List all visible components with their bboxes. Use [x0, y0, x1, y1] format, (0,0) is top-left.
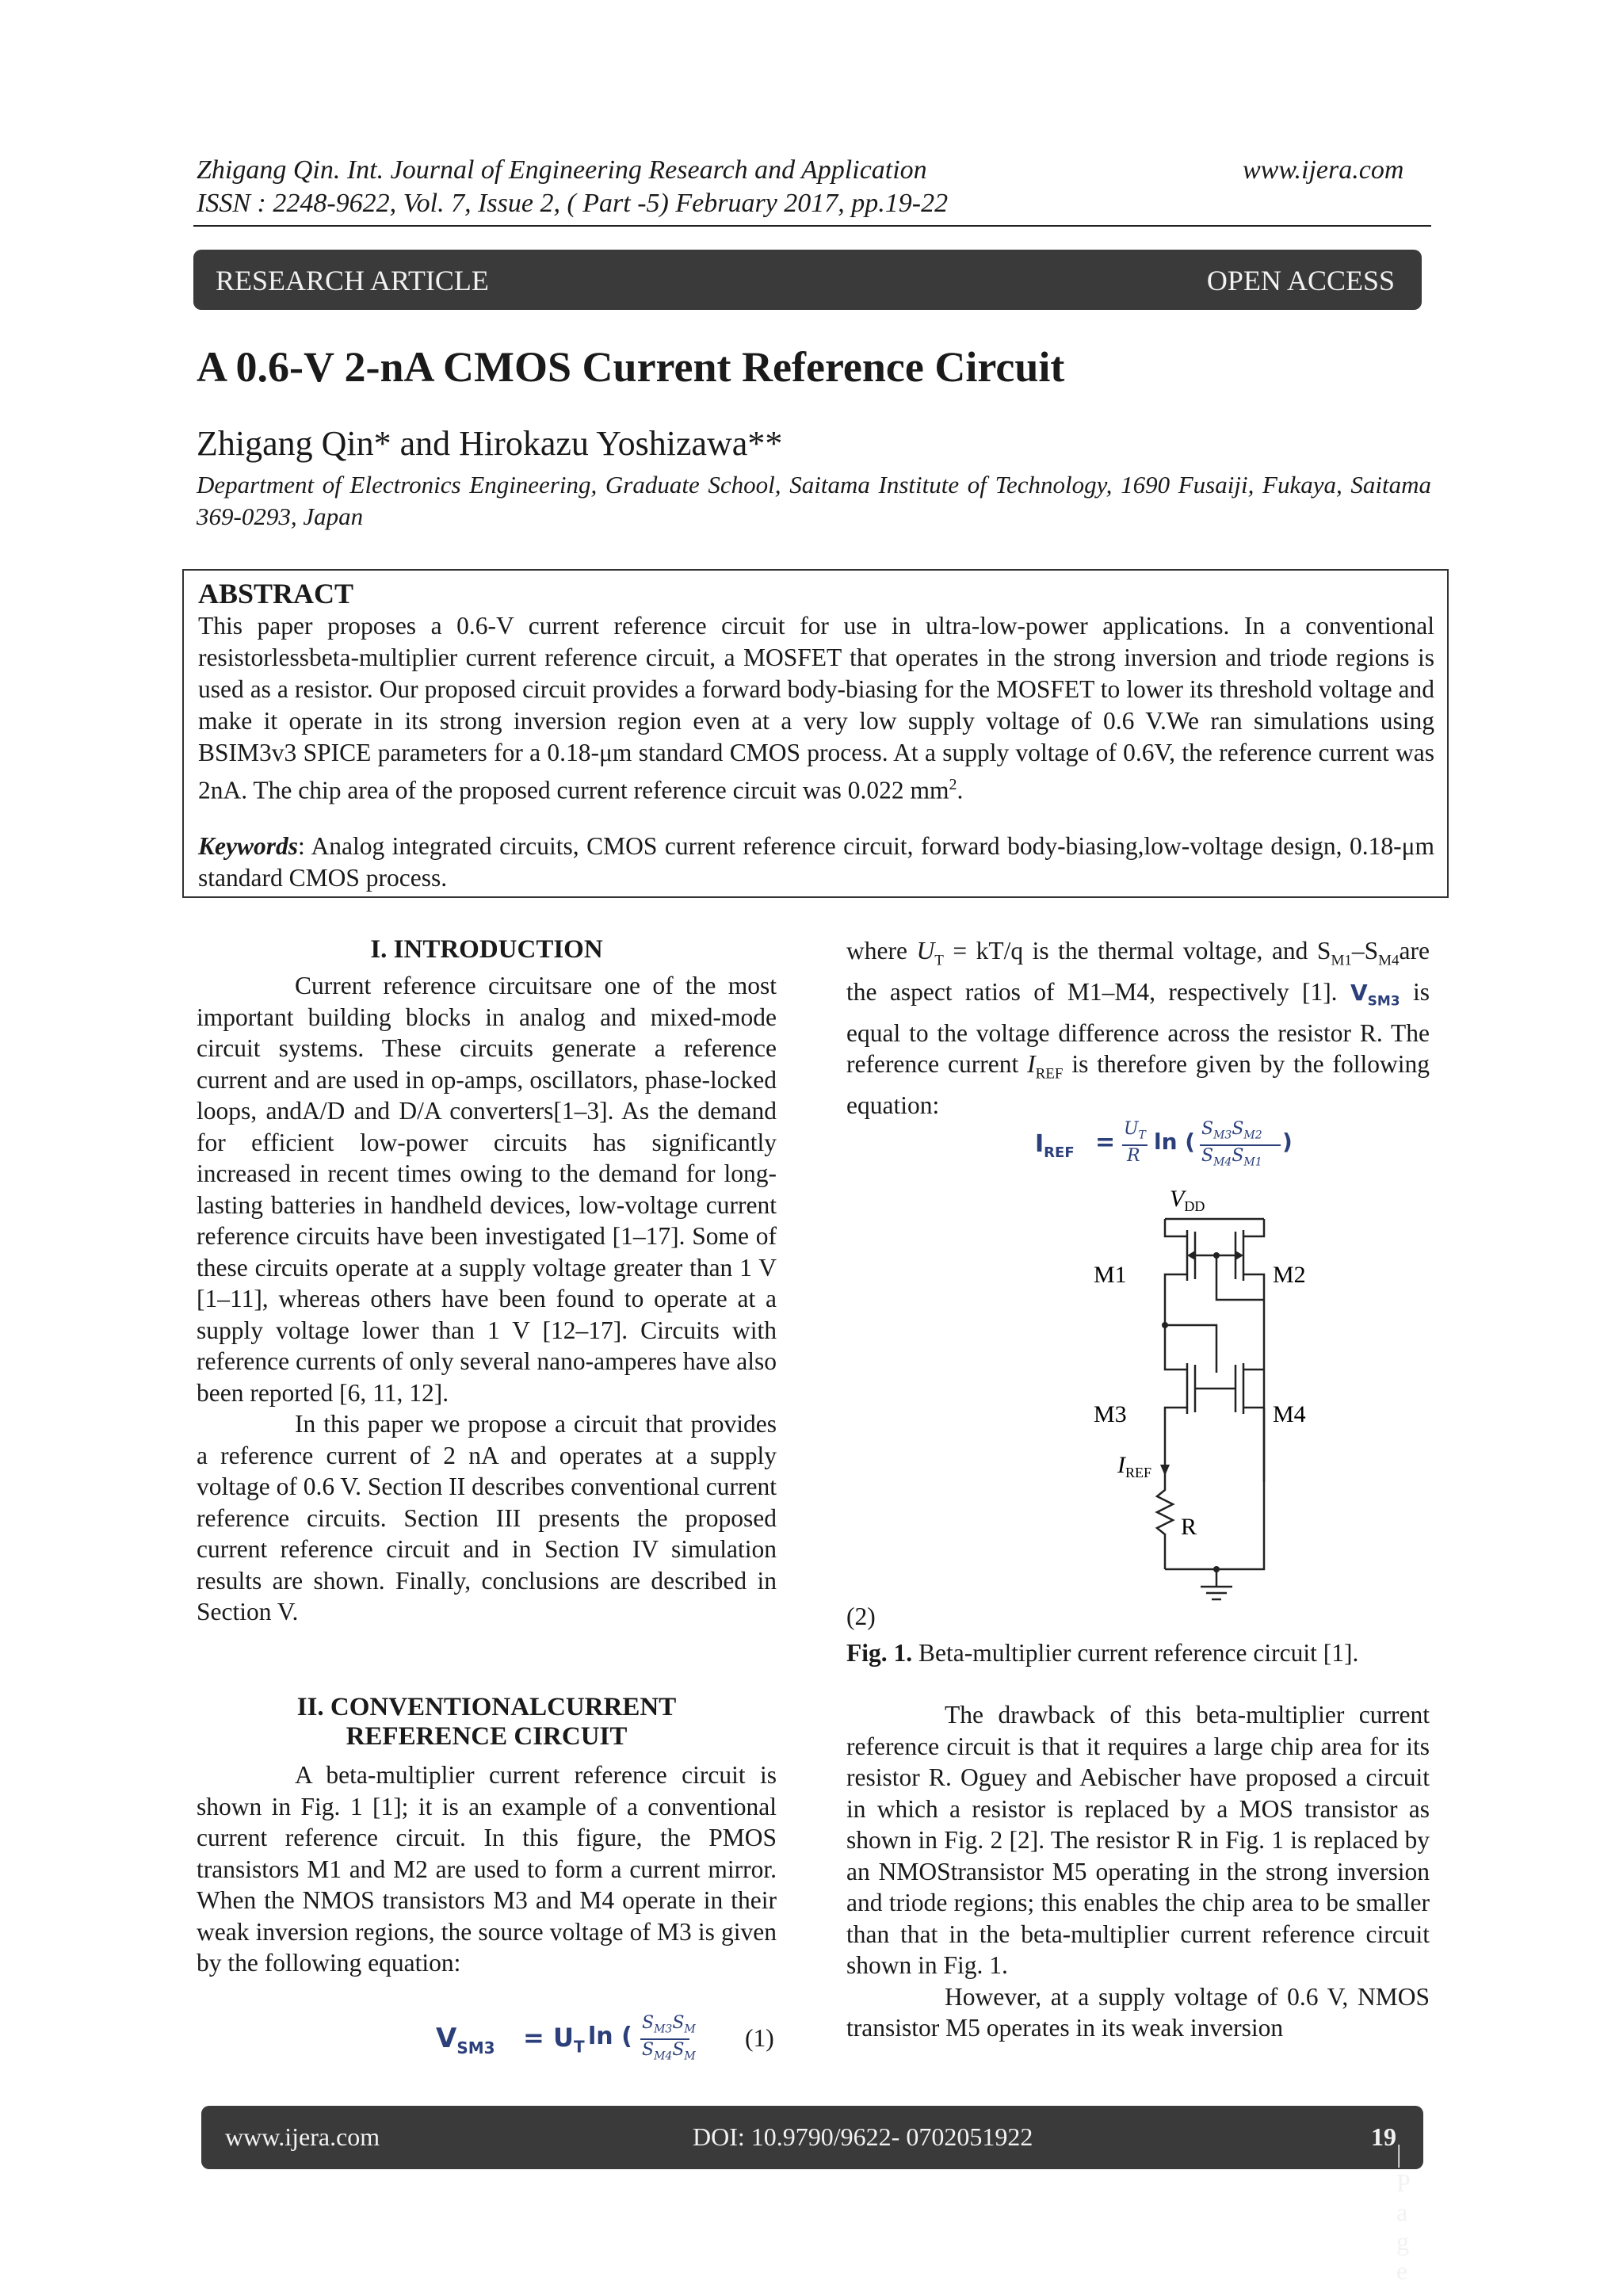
header-rule [193, 225, 1431, 227]
beta-multiplier-circuit-figure [1094, 1173, 1306, 1625]
m3-transistor [1165, 1325, 1187, 1435]
keywords: Keywords: Analog integrated circuits, CMOS current reference circuit, forward body-biasing,low-voltage design, 0.18-μm standard CMOS process. [198, 832, 1434, 892]
equation-2: $I_{REF}$ = $U_T$ R ln ( $S_{M3}S_{M2}$ $S_{M4}S_{M1}$ ) [1035, 1119, 1293, 1169]
intro-body [197, 970, 777, 1628]
right-paragraph-3: However, at a supply voltage of 0.6 V, NMOS transistor M5 operates in its weak inversion [846, 1982, 1430, 2042]
article-type-banner [193, 250, 1422, 310]
journal-website[interactable]: www.ijera.com [1243, 155, 1404, 185]
equation-1: $V_{SM3}$ = $U_T$ ln ( $S_{M3}S_M$ $S_{M4}S_M$ [436, 2013, 696, 2063]
equation-1-number: (1) [745, 2024, 774, 2052]
issn-line: ISSN : 2248-9622, Vol. 7, Issue 2, ( Part -5) February 2017, pp.19-22 [197, 189, 949, 218]
m3-label: M3 [1094, 1401, 1127, 1427]
paper-title: A 0.6-V 2-nA CMOS Current Reference Circuit [197, 343, 1065, 391]
ground-symbol [1201, 1569, 1232, 1599]
right-paragraph-2: The drawback of this beta-multiplier current reference circuit is that it requires a large chip area for its resistor R. Oguey and Aebischer have proposed a circuit in which a resistor is replaced by a MOS transistor as shown in Fig. 2 [2]. The resistor R in Fig. 1 is replaced by an NMOStransistor M5 operating in the strong inversion and triode regions; this enables the chip area to be smaller than that in the beta-multiplier current reference circuit shown in Fig. 1. [846, 1701, 1430, 1979]
research-article-label: RESEARCH ARTICLE [216, 265, 489, 296]
journal-citation: Zhigang Qin. Int. Journal of Engineering Research and Application [197, 155, 927, 185]
abstract-text: This paper proposes a 0.6-V current reference circuit for use in ultra-low-power applications. In a conventional resistorlessbeta-multiplier current reference circuit, a MOSFET that operates in the strong inversion and triode regions is used as a resistor. Our proposed circuit provides a forward body-biasing for the MOSFET to lower its threshold voltage and make it operate in its strong inversion region even at a very low supply voltage of 0.6 V.We ran simulations using BSIM3v3 SPICE parameters for a 0.18-μm standard CMOS process. At a supply voltage of 0.6V, the reference current was 2nA. The chip area of the proposed current reference circuit was 0.022 $mm^2$. [198, 612, 1434, 804]
intro-paragraph-1: Current reference circuitsare one of the most important building blocks in analog and mixed-mode circuit systems. These circuits generate a reference current and are used in op-amps, oscillators, phase-locked loops, andA/D and D/A converters[1–3]. As the demand for efficient low-power circuits has significantly increased in recent times owing to the demand for long-lasting batteries in handheld devices, low-voltage current reference circuits have been investigated [1–17]. Some of these circuits operate at a supply voltage greater than 1 V [1–11], whereas others have been found to operate at a supply voltage lower than 1 V [12–17]. Circuits with reference currents of only several nano-amperes have also been reported [6, 11, 12]. [197, 972, 777, 1407]
m1-transistor [1165, 1219, 1187, 1325]
author-list: Zhigang Qin* and Hirokazu Yoshizawa** [197, 424, 783, 463]
m1-label: M1 [1094, 1262, 1127, 1288]
m2-label: M2 [1273, 1262, 1306, 1288]
footer-page: 19 | P a g e [1371, 2122, 1410, 2285]
figure-1-caption: Fig. 1. Beta-multiplier current reference circuit [1]. [846, 1639, 1359, 1667]
open-access-label: OPEN ACCESS [1206, 265, 1395, 296]
right-body [846, 1699, 1430, 2044]
page-footer [201, 2106, 1423, 2285]
m2-transistor [1243, 1219, 1264, 1482]
intro-paragraph-2: In this paper we propose a circuit that provides a reference current of 2 nA and operates at a supply voltage of 0.6 V. Section II describes conventional current reference circuits. Section III presents the proposed current reference circuit and in Section IV simulation results are shown. Finally, conclusions are described in Section V. [197, 1410, 777, 1626]
conventional-body [197, 1759, 777, 1979]
m4-label: M4 [1273, 1401, 1306, 1427]
abstract-heading: ABSTRACT [198, 578, 354, 609]
abstract-box [182, 569, 1449, 898]
iref-label: $I_{REF}$ [1117, 1452, 1152, 1480]
iref-arrow [1160, 1465, 1170, 1476]
m4-transistor [1243, 1363, 1264, 1414]
affiliation: Department of Electronics Engineering, Graduate School, Saitama Institute of Technology, 1690 Fusaiji, Fukaya, Saitama 369-0293, Japan [197, 471, 1431, 530]
conventional-paragraph-1: A beta-multiplier current reference circuit is shown in Fig. 1 [1]; it is an example of a conventional current reference circuit. In this figure, the PMOS transistors M1 and M2 are used to form a current mirror. When the NMOS transistors M3 and M4 operate in their weak inversion regions, the source voltage of M3 is given by the following equation: [197, 1761, 777, 1977]
resistor-r [1157, 1435, 1173, 1569]
equation-2-number: (2) [846, 1603, 876, 1630]
footer-website[interactable]: www.ijera.com [225, 2122, 380, 2151]
vdd-label: $V_{DD}$ [1170, 1186, 1205, 1214]
right-paragraph-1: where $U_T = kT/q$ is the thermal voltage, and $S_{M1}-S_{M4}are$ the aspect ratios of M1–M4, respectively [1]. $V_{SM3}$ is equal to the voltage difference across the resistor R. The reference current $I_{REF}$ is therefore given by the following equation: [846, 937, 1430, 1120]
section1-heading: I. INTRODUCTION [370, 935, 603, 964]
footer-doi[interactable]: DOI: 10.9790/9622- 0702051922 [693, 2122, 1033, 2151]
r-label: R [1181, 1514, 1197, 1540]
section2-heading: II. CONVENTIONALCURRENT REFERENCE CIRCUIT [296, 1693, 677, 1751]
